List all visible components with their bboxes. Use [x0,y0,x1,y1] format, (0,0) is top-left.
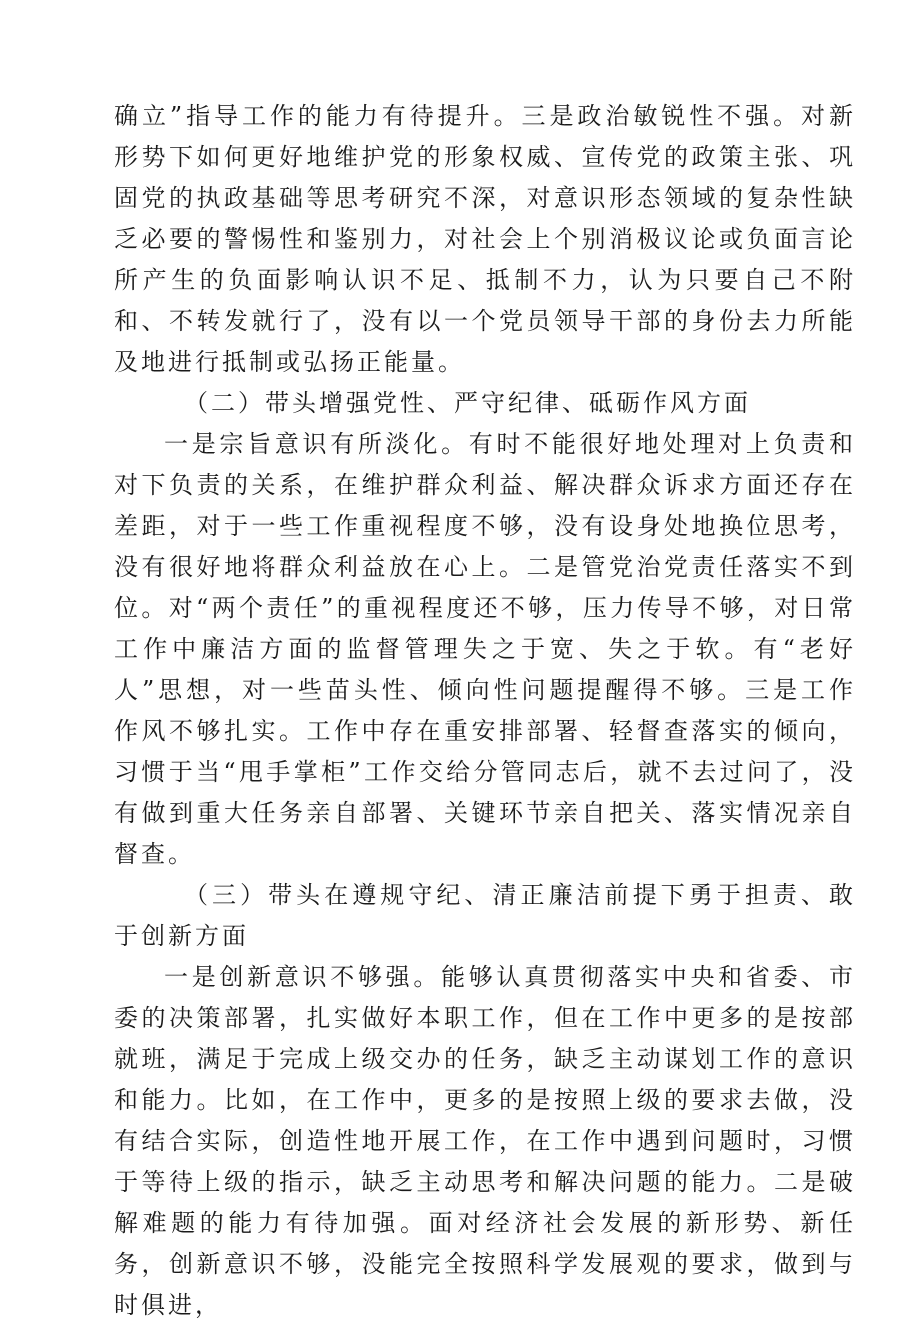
paragraph-innovation-awareness: 一是创新意识不够强。能够认真贯彻落实中央和省委、市委的决策部署，扎实做好本职工作，但在工作中更多的是按部就班，满足于完成上级交办的任务，缺乏主动谋划工作的意识和能力。比如，在工作中，更多的是按照上级的要求去做，没有结合实际，创造性地开展工作，在工作中遇到问题时，习惯于等待上级的指示，缺乏主动思考和解决问题的能力。二是破解难题的能力有待加强。面对经济社会发展的新形势、新任务，创新意识不够，没能完全按照科学发展观的要求，做到与时俱进， [114,963,856,1319]
document-body [114,96,856,1326]
paragraph-political-sensitivity: 确立”指导工作的能力有待提升。三是政治敏锐性不强。对新形势下如何更好地维护党的形象权威、宣传党的政策主张、巩固党的执政基础等思考研究不深，对意识形态领域的复杂性缺乏必要的警惕性和鉴别力，对社会上个别消极议论或负面言论所产生的负面影响认识不足、抵制不力，认为只要自己不附和、不转发就行了，没有以一个党员领导干部的身份去力所能及地进行抵制或弘扬正能量。 [114,102,856,376]
section-heading-2: （二）带头增强党性、严守纪律、砥砺作风方面 [184,389,751,417]
section-heading-3: （三）带头在遵规守纪、清正廉洁前提下勇于担责、敢于创新方面 [114,881,856,950]
paragraph-purpose-awareness: 一是宗旨意识有所淡化。有时不能很好地处理对上负责和对下负责的关系，在维护群众利益、解决群众诉求方面还存在差距，对于一些工作重视程度不够，没有设身处地换位思考，没有很好地将群众利益放在心上。二是管党治党责任落实不到位。对“两个责任”的重视程度还不够，压力传导不够，对日常工作中廉洁方面的监督管理失之于宽、失之于软。有“老好人”思想，对一些苗头性、倾向性问题提醒得不够。三是工作作风不够扎实。工作中存在重安排部署、轻督查落实的倾向，习惯于当“甩手掌柜”工作交给分管同志后，就不去过问了，没有做到重大任务亲自部署、关键环节亲自把关、落实情况亲自督查。 [114,430,856,868]
